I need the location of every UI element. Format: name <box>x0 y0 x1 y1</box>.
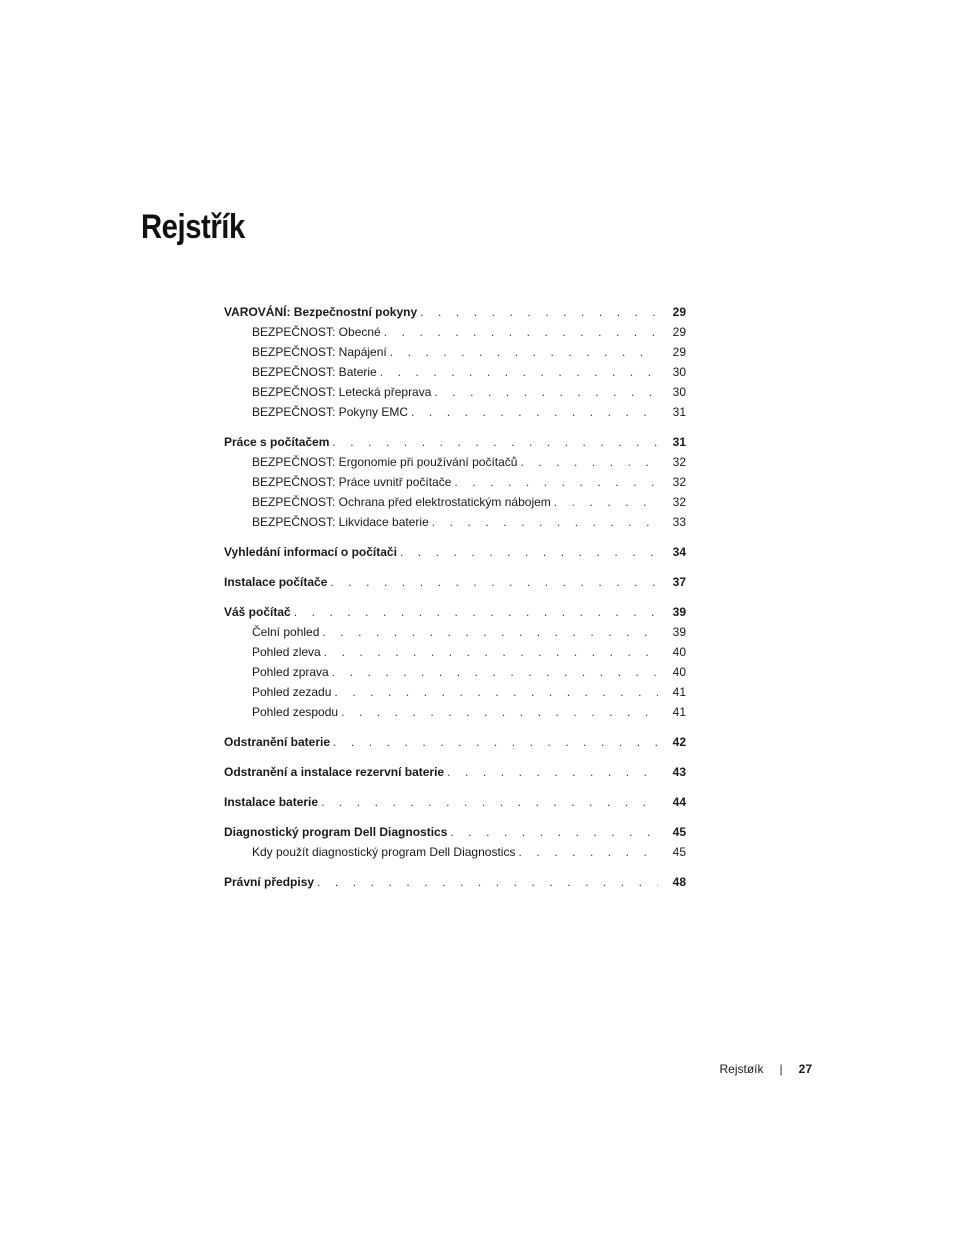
toc-entry-label: Instalace počítače <box>224 575 328 589</box>
toc-entry-sub[interactable] <box>224 472 686 492</box>
toc-dot-leader <box>324 642 658 662</box>
toc-entry-page: 39 <box>672 625 686 639</box>
toc-entry-sub[interactable] <box>224 642 686 662</box>
toc-entry-page: 30 <box>672 365 686 379</box>
toc-entry-page: 34 <box>672 545 686 559</box>
toc-dot-leader <box>454 472 658 492</box>
toc-entry-label: Pohled zezadu <box>252 685 332 699</box>
toc-entry-page: 29 <box>672 305 686 319</box>
toc-entry-sub[interactable] <box>224 322 686 342</box>
toc-entry-page: 40 <box>672 665 686 679</box>
toc-entry-main[interactable] <box>224 792 686 812</box>
toc-entry-label: Vyhledání informací o počítači <box>224 545 397 559</box>
page-footer <box>720 1062 813 1076</box>
toc-entry-page: 41 <box>672 685 686 699</box>
footer-section-title: Rejstøík <box>719 1062 764 1076</box>
toc-entry-label: Právní předpisy <box>224 875 315 889</box>
toc-dot-leader <box>390 342 658 362</box>
toc-entry-sub[interactable] <box>224 622 686 642</box>
toc-dot-leader <box>330 572 658 592</box>
toc-group-gap <box>224 752 686 762</box>
toc-entry-label: BEZPEČNOST: Pokyny EMC <box>252 405 409 419</box>
toc-entry-page: 29 <box>672 325 686 339</box>
toc-entry-label: Pohled zespodu <box>252 705 339 719</box>
page-title: Rejstřík <box>141 208 245 246</box>
toc-dot-leader <box>294 602 658 622</box>
toc-entry-sub[interactable] <box>224 382 686 402</box>
toc-entry-label: Čelní pohled <box>252 625 320 639</box>
toc-entry-sub[interactable] <box>224 492 686 512</box>
toc-entry-main[interactable] <box>224 432 686 452</box>
toc-entry-page: 32 <box>672 455 686 469</box>
toc-entry-page: 45 <box>672 845 686 859</box>
toc-group-gap <box>224 862 686 872</box>
toc-entry-sub[interactable] <box>224 452 686 472</box>
toc-group-gap <box>224 532 686 542</box>
toc-entry-page: 33 <box>672 515 686 529</box>
toc-group-gap <box>224 422 686 432</box>
toc-entry-label: BEZPEČNOST: Práce uvnitř počítače <box>252 475 452 489</box>
toc-dot-leader <box>420 302 658 322</box>
toc-entry-page: 37 <box>672 575 686 589</box>
toc-dot-leader <box>332 432 658 452</box>
toc-entry-page: 44 <box>672 795 686 809</box>
toc-entry-main[interactable] <box>224 762 686 782</box>
toc-entry-label: Diagnostický program Dell Diagnostics <box>224 825 448 839</box>
toc-entry-page: 31 <box>672 435 686 449</box>
toc-entry-label: Práce s počítačem <box>224 435 330 449</box>
toc-entry-main[interactable] <box>224 572 686 592</box>
toc-dot-leader <box>384 322 658 342</box>
toc-entry-sub[interactable] <box>224 342 686 362</box>
toc-entry-page: 41 <box>672 705 686 719</box>
toc-dot-leader <box>411 402 658 422</box>
toc-entry-page: 42 <box>672 735 686 749</box>
toc-entry-label: Instalace baterie <box>224 795 319 809</box>
toc-group-gap <box>224 562 686 572</box>
toc-entry-page: 32 <box>672 475 686 489</box>
toc-dot-leader <box>434 382 658 402</box>
footer-separator: | <box>779 1062 783 1076</box>
toc-entry-sub[interactable] <box>224 702 686 722</box>
toc-entry-sub[interactable] <box>224 662 686 682</box>
toc-entry-label: BEZPEČNOST: Ergonomie při používání počítačů <box>252 455 518 469</box>
toc-entry-page: 43 <box>672 765 686 779</box>
toc-entry-sub[interactable] <box>224 512 686 532</box>
table-of-contents <box>224 302 686 892</box>
toc-entry-page: 40 <box>672 645 686 659</box>
toc-entry-page: 32 <box>672 495 686 509</box>
toc-entry-label: Odstranění baterie <box>224 735 331 749</box>
toc-group-gap <box>224 722 686 732</box>
toc-dot-leader <box>380 362 658 382</box>
toc-entry-main[interactable] <box>224 302 686 322</box>
toc-entry-sub[interactable] <box>224 682 686 702</box>
toc-entry-label: BEZPEČNOST: Napájení <box>252 345 387 359</box>
toc-entry-page: 39 <box>672 605 686 619</box>
toc-entry-main[interactable] <box>224 822 686 842</box>
toc-dot-leader <box>450 822 658 842</box>
toc-entry-label: BEZPEČNOST: Baterie <box>252 365 377 379</box>
toc-entry-label: BEZPEČNOST: Letecká přeprava <box>252 385 432 399</box>
toc-dot-leader <box>447 762 658 782</box>
toc-entry-label: Kdy použít diagnostický program Dell Diagnostics <box>252 845 516 859</box>
toc-dot-leader <box>520 452 658 472</box>
toc-entry-main[interactable] <box>224 732 686 752</box>
toc-dot-leader <box>333 732 658 752</box>
toc-entry-label: Pohled zleva <box>252 645 321 659</box>
toc-entry-page: 45 <box>672 825 686 839</box>
footer-page-number: 27 <box>798 1062 812 1076</box>
toc-entry-sub[interactable] <box>224 362 686 382</box>
toc-entry-label: Odstranění a instalace rezervní baterie <box>224 765 445 779</box>
toc-entry-label: BEZPEČNOST: Obecné <box>252 325 381 339</box>
toc-group-gap <box>224 782 686 792</box>
toc-dot-leader <box>334 682 658 702</box>
toc-entry-sub[interactable] <box>224 842 686 862</box>
toc-entry-label: Pohled zprava <box>252 665 329 679</box>
toc-entry-main[interactable] <box>224 602 686 622</box>
toc-dot-leader <box>341 702 658 722</box>
toc-entry-label: Váš počítač <box>224 605 291 619</box>
toc-entry-page: 48 <box>672 875 686 889</box>
toc-entry-sub[interactable] <box>224 402 686 422</box>
toc-dot-leader <box>400 542 658 562</box>
toc-dot-leader <box>317 872 658 892</box>
toc-entry-page: 31 <box>672 405 686 419</box>
toc-entry-label: VAROVÁNÍ: Bezpečnostní pokyny <box>224 305 418 319</box>
toc-entry-main[interactable] <box>224 872 686 892</box>
toc-group-gap <box>224 812 686 822</box>
toc-dot-leader <box>518 842 658 862</box>
toc-dot-leader <box>321 792 658 812</box>
toc-dot-leader <box>322 622 658 642</box>
toc-entry-label: BEZPEČNOST: Likvidace baterie <box>252 515 429 529</box>
toc-dot-leader <box>332 662 658 682</box>
toc-entry-page: 29 <box>672 345 686 359</box>
toc-group-gap <box>224 592 686 602</box>
toc-dot-leader <box>554 492 658 512</box>
toc-entry-label: BEZPEČNOST: Ochrana před elektrostatickým nábojem <box>252 495 551 509</box>
toc-entry-page: 30 <box>672 385 686 399</box>
toc-dot-leader <box>432 512 658 532</box>
toc-entry-main[interactable] <box>224 542 686 562</box>
